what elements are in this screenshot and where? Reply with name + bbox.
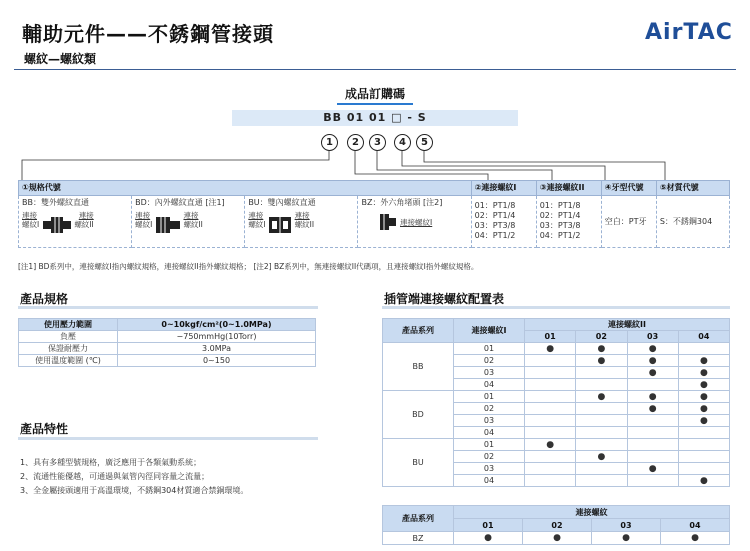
col-thread1: 連接螺紋I [454, 319, 525, 343]
mark-cell [525, 427, 576, 439]
mark-cell [576, 379, 627, 391]
mark-cell [678, 463, 729, 475]
bb-fitting-icon [42, 216, 72, 234]
bz-subcol: 02 [523, 519, 592, 532]
type-bd-cell [132, 196, 245, 248]
thread1-cell: 03 [454, 415, 525, 427]
mark-cell [627, 415, 678, 427]
mark-cell [576, 439, 627, 451]
mark-cell [627, 475, 678, 487]
thread2-option: 02：PT1/4 [539, 211, 581, 220]
series-cell: BB [383, 343, 454, 391]
marker-connector-lines [0, 0, 750, 200]
mark-cell [627, 427, 678, 439]
feature-item: 3、全金屬接頭適用于高溫環境，不銹鋼304材質適合禁銅環境。 [20, 486, 249, 495]
thread1-cell: 03 [454, 367, 525, 379]
mark-cell: ● [678, 475, 729, 487]
mark-cell: ● [576, 391, 627, 403]
mark-cell: ● [627, 367, 678, 379]
header-thread-1: ②連接螺紋I [471, 181, 536, 196]
mark-cell [525, 367, 576, 379]
subcol: 03 [627, 331, 678, 343]
mark-cell [678, 451, 729, 463]
subcol: 04 [678, 331, 729, 343]
type-bu-cell [245, 196, 358, 248]
spec-table [18, 318, 316, 367]
type-bd-label: BD：內外螺紋直通 [注1] [135, 198, 225, 207]
spec-value: 3.0MPa [118, 343, 316, 355]
bz-config-table [382, 505, 730, 545]
order-code-title: 成品訂購碼 [344, 87, 405, 101]
mark-cell [525, 355, 576, 367]
mark-cell [678, 439, 729, 451]
mark-cell: ● [678, 415, 729, 427]
mark-cell [525, 403, 576, 415]
thread2-option: 03：PT3/8 [539, 221, 581, 230]
svg-text:AirTAC: AirTAC [645, 20, 733, 44]
thread1-cell: 02 [454, 403, 525, 415]
bb-thread2-label-b: 螺紋II [74, 220, 94, 229]
bz-subcol: 01 [454, 519, 523, 532]
spec-label: 保證耐壓力 [19, 343, 118, 355]
mark-cell [576, 427, 627, 439]
order-code-note: [注1] BD系列中，連接螺紋I指內螺紋規格，連接螺紋II指外螺紋規格； [注2] BZ系列中，無連接螺紋II代碼項，且連接螺紋I指外螺紋規格。 [18, 262, 479, 271]
mark-cell [525, 379, 576, 391]
bz-mark-cell: ● [454, 532, 523, 545]
subcol: 02 [576, 331, 627, 343]
thread1-option: 04：PT1/2 [474, 231, 516, 240]
col-series: 產品系列 [383, 319, 454, 343]
order-code-example: BB 01 01 □ - S [323, 111, 427, 124]
mark-cell [576, 367, 627, 379]
thread1-cell: 04 [454, 475, 525, 487]
col-thread2: 連接螺紋II [525, 319, 730, 331]
bz-col-series: 產品系列 [383, 506, 454, 532]
marker-4: 4 [394, 134, 411, 151]
pipe-config-table [382, 318, 730, 487]
series-cell: BU [383, 439, 454, 487]
bu-fitting-icon [268, 216, 292, 234]
mark-cell: ● [627, 463, 678, 475]
mark-cell [678, 343, 729, 355]
spec-header-pressure: 使用壓力範圍 [19, 319, 118, 331]
thread2-options [536, 196, 601, 248]
page-subtitle: 螺紋—螺紋類 [24, 52, 97, 66]
mark-cell [525, 463, 576, 475]
type-bz-cell [358, 196, 471, 248]
bu-thread1-label: 連接 [248, 211, 264, 220]
thread1-cell: 01 [454, 391, 525, 403]
mark-cell [525, 415, 576, 427]
mark-cell: ● [576, 355, 627, 367]
bd-thread2-label: 連接 [183, 211, 199, 220]
thread1-cell: 04 [454, 379, 525, 391]
mark-cell [576, 403, 627, 415]
thread1-cell: 01 [454, 343, 525, 355]
series-cell: BD [383, 391, 454, 439]
thread1-option: 02：PT1/4 [474, 211, 516, 220]
bb-thread1-label: 連接 [22, 211, 37, 220]
thread1-cell: 02 [454, 355, 525, 367]
spec-value: 0~150 [118, 355, 316, 367]
header-thread-2: ③連接螺紋II [536, 181, 601, 196]
features-title: 產品特性 [20, 422, 69, 436]
feature-item: 2、流通性能優越，可通過與氣管內徑同容量之流量； [20, 472, 210, 481]
thread2-option: 04：PT1/2 [539, 231, 581, 240]
bb-thread2-label: 連接 [78, 211, 94, 220]
marker-1: 1 [321, 134, 338, 151]
bd-thread1-label: 連接 [135, 211, 151, 220]
page-title: 輔助元件——不銹鋼管接頭 [22, 22, 274, 46]
mark-cell: ● [627, 403, 678, 415]
bz-mark-cell: ● [592, 532, 661, 545]
mark-cell: ● [678, 367, 729, 379]
bz-col-thread: 連接螺紋 [454, 506, 730, 519]
bz-subcol: 04 [661, 519, 730, 532]
mark-cell: ● [678, 355, 729, 367]
type-bu-label: BU：雙內螺紋直通 [248, 198, 316, 207]
mark-cell: ● [576, 451, 627, 463]
bz-series-cell: BZ [383, 532, 454, 545]
mark-cell [627, 439, 678, 451]
bb-thread1-label-b: 螺紋I [22, 220, 40, 229]
mark-cell: ● [678, 391, 729, 403]
header-spec-code: ①規格代號 [19, 181, 472, 196]
pipe-config-title: 插管端連接螺紋配置表 [384, 292, 505, 306]
bu-thread2-label: 連接 [294, 211, 310, 220]
marker-2: 2 [347, 134, 364, 151]
bd-fitting-icon [155, 216, 181, 234]
pipe-config-underline [382, 306, 730, 309]
thread1-cell: 02 [454, 451, 525, 463]
bz-plug-icon [379, 213, 397, 231]
mark-cell [525, 451, 576, 463]
mark-cell: ● [678, 403, 729, 415]
mark-cell [576, 415, 627, 427]
mark-cell [576, 463, 627, 475]
thread1-cell: 01 [454, 439, 525, 451]
mark-cell [525, 391, 576, 403]
thread1-cell: 04 [454, 427, 525, 439]
feature-item: 1、具有多種型號規格，廣泛應用于各類氣動系統； [20, 458, 202, 467]
marker-3: 3 [369, 134, 386, 151]
thread1-options [471, 196, 536, 248]
mark-cell [627, 451, 678, 463]
material-option: S：不銹鋼304 [656, 196, 729, 248]
mark-cell: ● [576, 343, 627, 355]
type-bb-cell [19, 196, 132, 248]
bu-thread1-label-b: 螺紋I [248, 220, 266, 229]
subcol: 01 [525, 331, 576, 343]
mark-cell [525, 475, 576, 487]
spec-label: 負壓 [19, 331, 118, 343]
bu-thread2-label-b: 螺紋II [294, 220, 315, 229]
spec-title: 產品規格 [20, 292, 69, 306]
bz-mark-cell: ● [523, 532, 592, 545]
features-list [20, 456, 248, 498]
bz-thread1-label: 連接螺紋I [400, 217, 433, 227]
thread-type-option: 空白：PT牙 [601, 196, 656, 248]
type-bb-label: BB：雙外螺紋直通 [22, 198, 89, 207]
mark-cell: ● [627, 343, 678, 355]
mark-cell: ● [678, 379, 729, 391]
spec-title-underline [18, 306, 318, 309]
mark-cell: ● [525, 343, 576, 355]
bz-subcol: 03 [592, 519, 661, 532]
mark-cell: ● [627, 391, 678, 403]
spec-value: −750mmHg(10Torr) [118, 331, 316, 343]
order-code-table [18, 180, 730, 248]
type-bz-label: BZ：外六角堵頭 [注2] [361, 198, 443, 207]
mark-cell: ● [627, 355, 678, 367]
bd-thread1-label-b: 螺紋I [135, 220, 153, 229]
header-thread-type: ④牙型代號 [601, 181, 656, 196]
bz-mark-cell: ● [661, 532, 730, 545]
header-material: ⑤材質代號 [656, 181, 729, 196]
mark-cell [678, 427, 729, 439]
thread2-option: 01：PT1/8 [539, 201, 581, 210]
mark-cell [576, 475, 627, 487]
spec-header-value: 0~10kgf/cm²(0~1.0MPa) [118, 319, 316, 331]
features-title-underline [18, 437, 318, 440]
spec-label: 使用溫度範圍 (℃) [19, 355, 118, 367]
thread1-cell: 03 [454, 463, 525, 475]
thread1-option: 01：PT1/8 [474, 201, 516, 210]
bd-thread2-label-b: 螺紋II [183, 220, 203, 229]
mark-cell [627, 379, 678, 391]
mark-cell: ● [525, 439, 576, 451]
marker-5: 5 [416, 134, 433, 151]
thread1-option: 03：PT3/8 [474, 221, 516, 230]
